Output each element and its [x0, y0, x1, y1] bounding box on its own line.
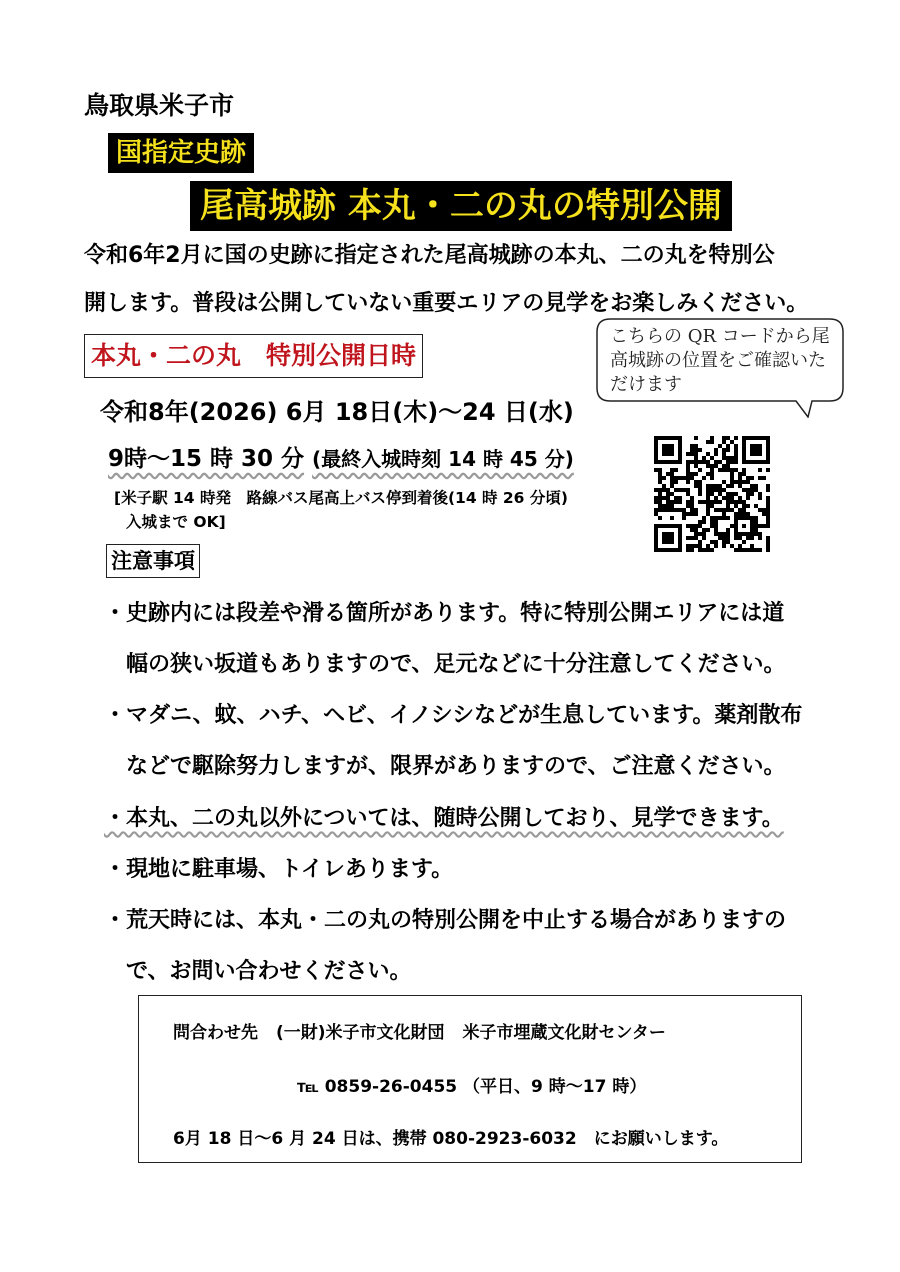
- intro-line-1: 令和6年2月に国の史跡に指定された尾高城跡の本丸、二の丸を特別公: [84, 243, 775, 268]
- contact-org-2: 米子市埋蔵文化財センター: [462, 1023, 666, 1043]
- schedule-heading: 本丸・二の丸 特別公開日時: [84, 334, 423, 378]
- caution-heading: 注意事項: [106, 544, 200, 578]
- caution-line-5: ・本丸、二の丸以外については、随時公開しており、見学できます。: [104, 806, 784, 831]
- contact-org-1: (一財)米子市文化財団: [276, 1023, 445, 1043]
- caution-line-3: ・マダニ、蚊、ハチ、ヘビ、イノシシなどが生息しています。薬剤散布: [104, 703, 803, 728]
- caution-line-8: で、お問い合わせください。: [104, 959, 412, 984]
- caution-line-2: 幅の狭い坂道もありますので、足元などに十分注意してください。: [104, 652, 786, 677]
- city-name: 鳥取県米子市: [84, 91, 235, 120]
- tel-icon: ℡: [297, 1077, 319, 1097]
- tel-number[interactable]: 0859-26-0455: [324, 1077, 458, 1097]
- page-title: 尾高城跡 本丸・二の丸の特別公開: [190, 181, 732, 231]
- contact-label: 問合わせ先: [173, 1023, 258, 1043]
- intro-line-2: 開します。普段は公開していない重要エリアの見学をお楽しみください。: [84, 291, 809, 316]
- bus-note-line-1: [米子駅 14 時発 路線バス尾高上バス停到着後(14 時 26 分頃): [114, 489, 568, 507]
- caution-line-6: ・現地に駐車場、トイレあります。: [104, 857, 454, 882]
- bus-note-line-2: 入城まで OK]: [126, 513, 226, 531]
- designation-badge: 国指定史跡: [108, 133, 254, 173]
- schedule-time-row: [108, 440, 574, 473]
- caution-line-4: などで駆除努力しますが、限界がありますので、ご注意ください。: [104, 754, 786, 779]
- contact-tel-line: [297, 1072, 646, 1097]
- qr-code-icon[interactable]: [654, 436, 770, 552]
- contact-organization-line: [173, 1018, 666, 1043]
- qr-caption-text: こちらの QR コードから尾高城跡の位置をご確認いただけます: [610, 326, 830, 395]
- caution-line-1: ・史跡内には段差や滑る箇所があります。特に特別公開エリアには道: [104, 601, 785, 626]
- last-entry-time: (最終入城時刻 14 時 45 分): [312, 447, 574, 471]
- caution-line-7: ・荒天時には、本丸・二の丸の特別公開を中止する場合がありますの: [104, 908, 787, 933]
- contact-box: [138, 995, 802, 1163]
- office-hours: （平日、9 時～17 時）: [463, 1077, 647, 1097]
- schedule-date: 令和8年(2026) 6月 18日(木)～24 日(水): [100, 398, 574, 426]
- schedule-time: 9時～15 時 30 分: [108, 446, 305, 472]
- contact-period-line: 6月 18 日～6 月 24 日は、携帯 080-2923-6032 にお願いします。: [173, 1129, 729, 1149]
- qr-caption-bubble: [596, 318, 844, 418]
